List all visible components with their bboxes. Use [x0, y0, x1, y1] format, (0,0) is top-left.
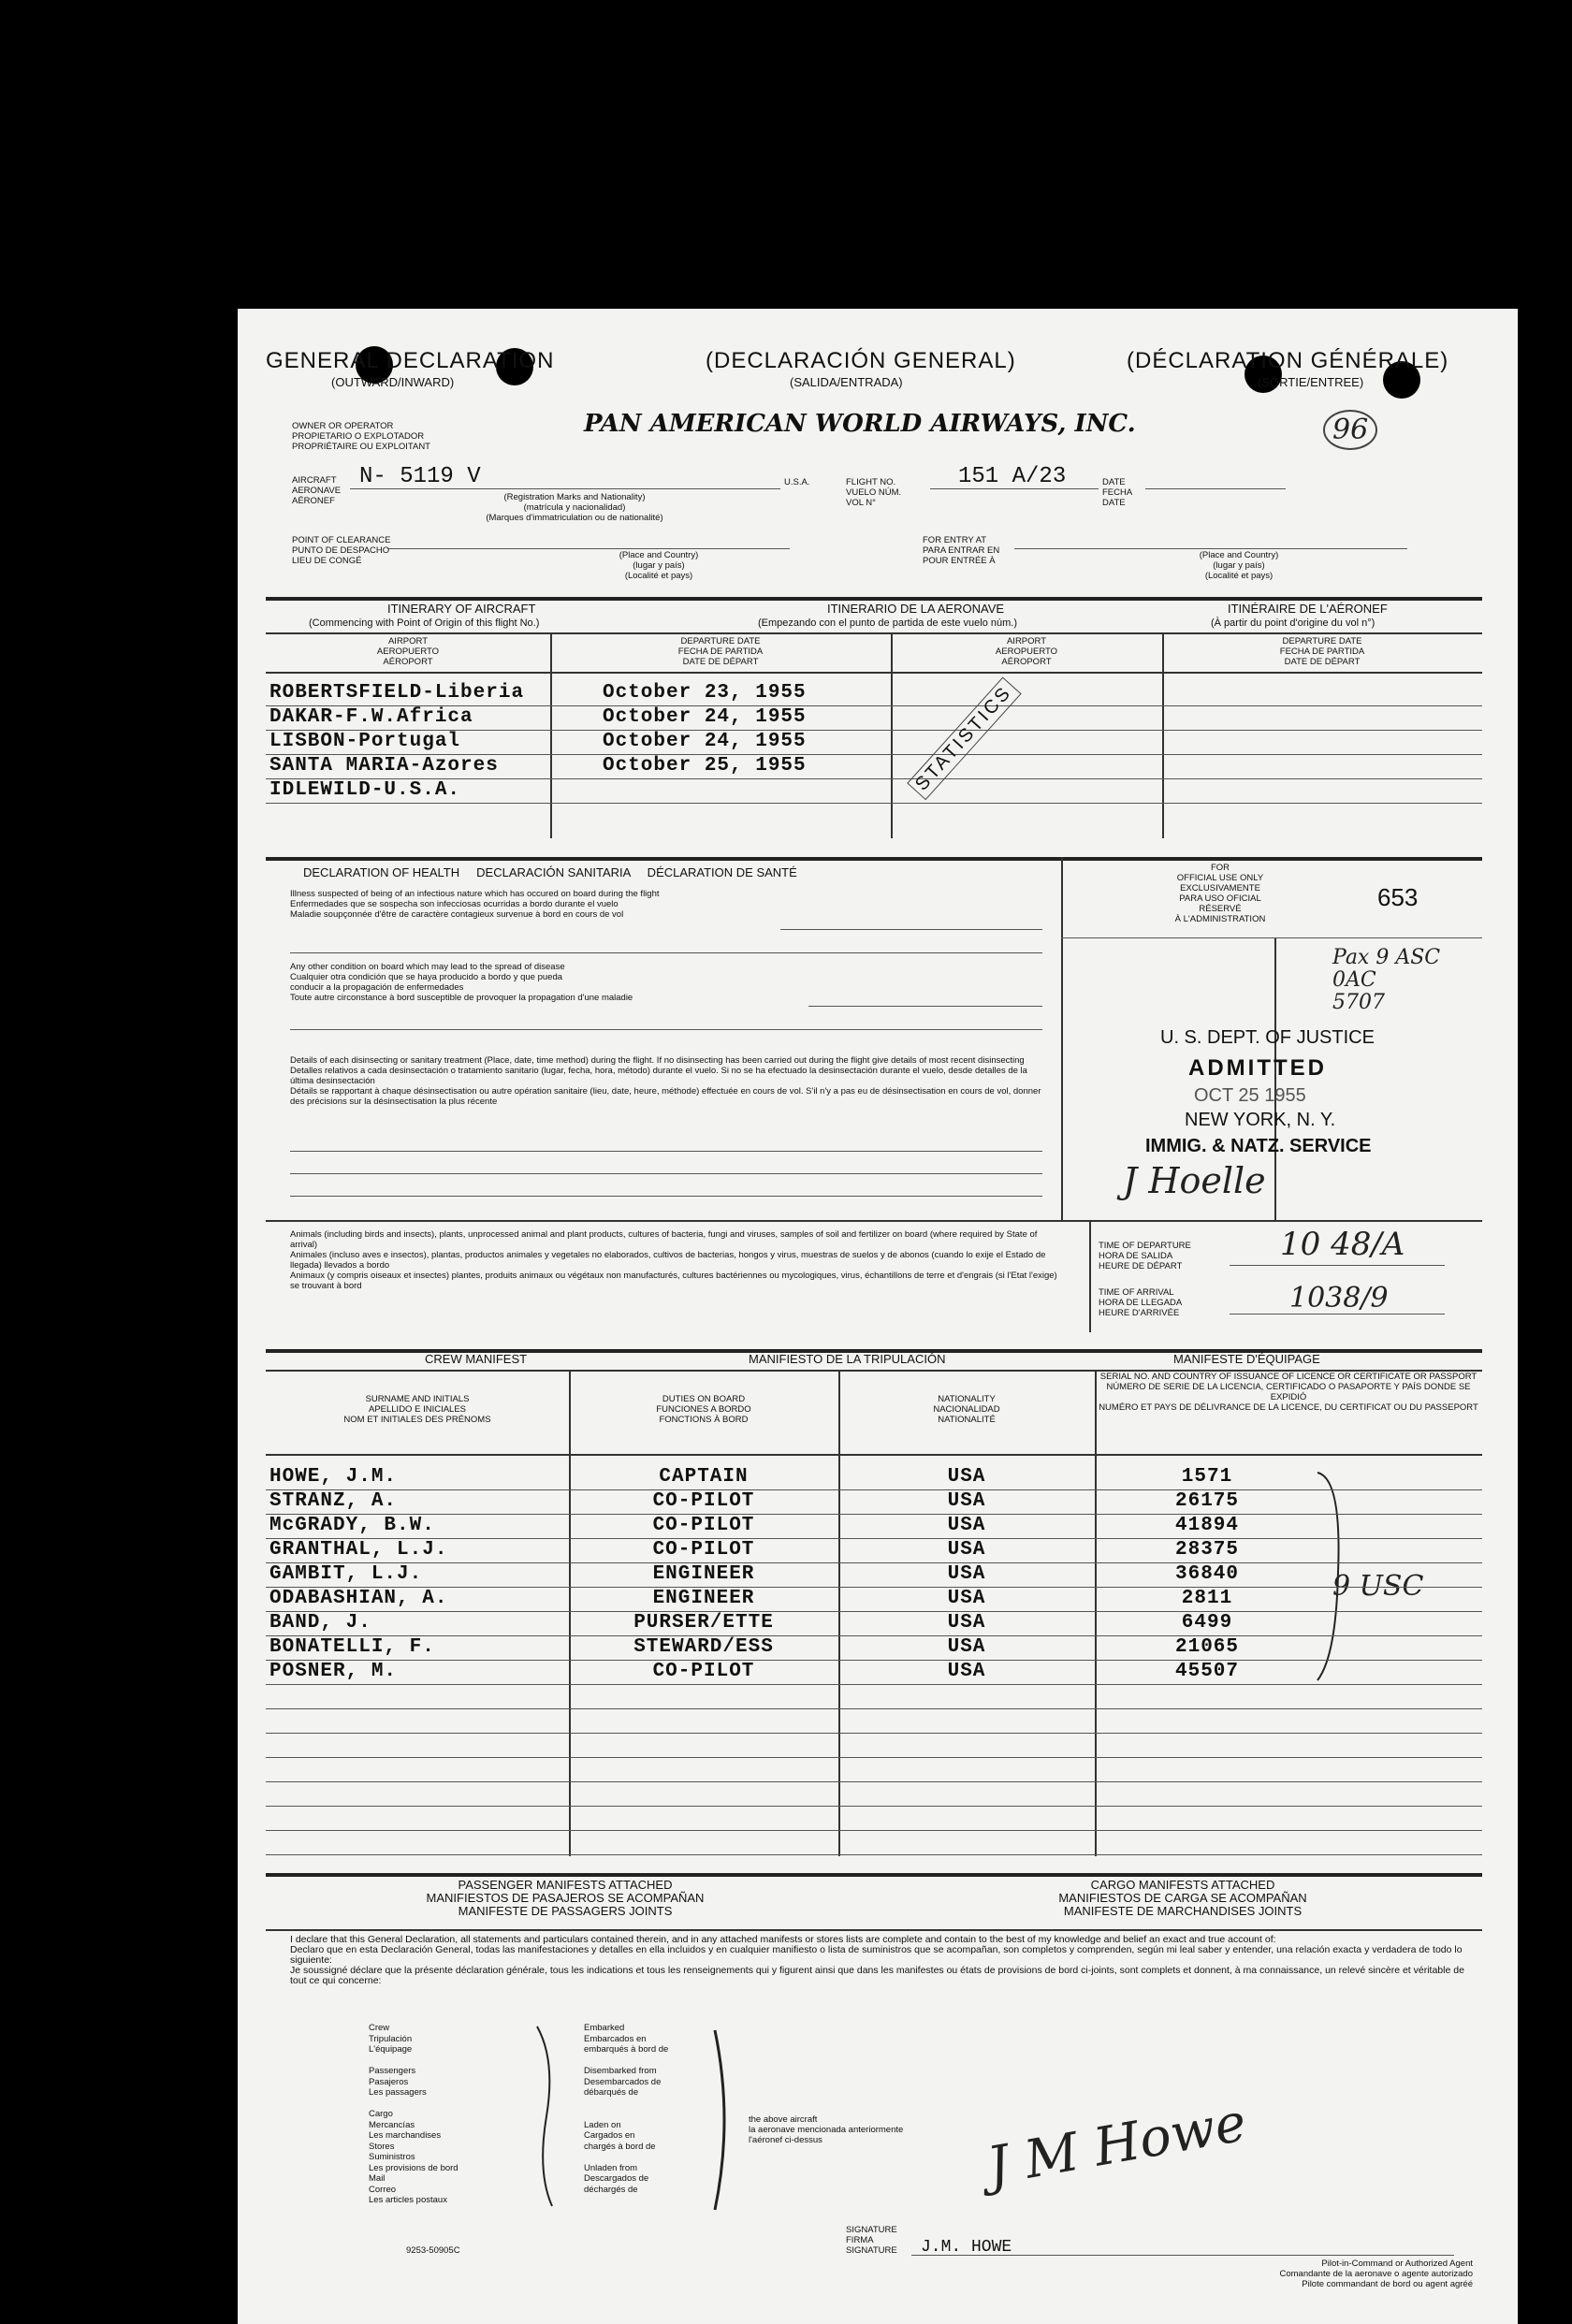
itinerary-date: October 24, 1955 — [603, 731, 807, 752]
declaration-text: I declare that this General Declaration, all statements and particulars contained therein, and in any attached manifests or stores lists are complete and contain to the best of my knowledge and belief an exact and true account of: Declaro que en esta Declaración General, todas las manifestaciones y detalles en ella incluidos y en cualquier manifiesto o lista de suministros que se acompañan, son completos y comprenden, según mi leal saber y entender, una relación exacta y verdadera de todo lo siguiente: Je soussigné déclare que la présente déclaration générale, tous les indications et tous les renseignements qui y figurent ainsi que dans les manifestes ou états de provisions de bord ci-joints, sont complets et donnent, à ma connaissance, un relevé sincère et véritable de tout ce qui concerne: — [290, 1934, 1464, 1986]
crew-col-name: SURNAME AND INITIALS APELLIDO E INICIALES NOM ET INITIALES DES PRÉNOMS — [343, 1394, 491, 1425]
signature-label: SIGNATURE FIRMA SIGNATURE — [846, 2225, 897, 2256]
crew-rule-line — [266, 1514, 1482, 1515]
handwritten-mark: 96 — [1323, 410, 1377, 450]
captain-signature: J M Howe — [982, 2092, 1251, 2198]
crew-rule-line — [266, 1733, 1482, 1734]
statistics-stamp: STATISTICS — [907, 677, 1021, 800]
inspector-signature: J Hoelle — [1123, 1160, 1266, 1201]
declaration-form — [238, 309, 1518, 2324]
arrival-time-label: TIME OF ARRIVAL HORA DE LLEGADA HEURE D'ARRIVÉE — [1099, 1287, 1183, 1318]
crew-name: ODABASHIAN, A. — [269, 1588, 448, 1609]
health-other: Any other condition on board which may lead to the spread of disease Cualquier otra condición que se haya producido a bordo y que pueda conducir a la propagación de enfermedades Toute autre circonstance à bord susceptible de provoquer la propagation d'une maladie — [290, 962, 633, 1003]
itinerary-date: October 24, 1955 — [603, 706, 807, 728]
official-number: 653 — [1377, 883, 1419, 911]
crew-licence: 1571 — [1181, 1466, 1233, 1488]
col-departure-1: DEPARTURE DATE FECHA DE PARTIDA DATE DE DÉPART — [677, 636, 764, 667]
itinerary-row — [269, 681, 524, 803]
crew-duty: ENGINEER — [652, 1563, 755, 1585]
crew-nationality: USA — [947, 1539, 986, 1561]
passenger-manifests: PASSENGER MANIFESTS ATTACHED MANIFIESTOS DE PASAJEROS SE ACOMPAÑAN MANIFESTE DE PASSAGERS JOINTS — [426, 1878, 705, 1918]
flight-value: 151 A/23 — [958, 464, 1067, 489]
itinerary-sub-fr: (À partir du point d'origine du vol n°) — [1211, 617, 1376, 629]
crew-hand-note: 9 USC — [1332, 1570, 1424, 1603]
itinerary-airport: SANTA MARIA-Azores — [269, 755, 499, 777]
crew-rule-line — [266, 1684, 1482, 1685]
registration-caption: (Registration Marks and Nationality) (matrícula y nacionalidad) (Marques d'immatriculation ou de nationalité) — [486, 492, 663, 523]
owner-value: PAN AMERICAN WORLD AIRWAYS, INC. — [584, 410, 1136, 438]
crew-names — [269, 1465, 447, 1684]
owner-label: OWNER OR OPERATOR PROPIETARIO O EXPLOTADOR PROPRIÉTAIRE OU EXPLOITANT — [292, 421, 430, 452]
crew-col-licence: SERIAL NO. AND COUNTRY OF ISSUANCE OF LICENCE OR CERTIFICATE OR PASSPORT NÚMERO DE SERIE DE LA LICENCIA, CERTIFICADO O PASAPORTE Y PAÍS DONDE SE EXPIDIÓ NUMÉRO ET PAYS DE DÉLIVRANCE DE LA LICENCE, DU CERTIFICAT OU DU PASSEPORT — [1099, 1372, 1478, 1413]
crew-rule-line — [266, 1854, 1482, 1855]
crew-licence: 28375 — [1174, 1539, 1239, 1561]
crew-name: BONATELLI, F. — [269, 1636, 435, 1658]
crew-title-es: MANIFIESTO DE LA TRIPULACIÓN — [749, 1352, 946, 1366]
declaration-bracket-right — [706, 2026, 743, 2214]
col-airport-2: AIRPORT AEROPUERTO AÉROPORT — [995, 636, 1058, 667]
declaration-right-col: the above aircraft la aeronave mencionada anteriormente l'aéronef ci-dessus — [749, 2114, 904, 2145]
crew-licence: 41894 — [1174, 1515, 1239, 1536]
arrival-time-value: 1038/9 — [1289, 1282, 1389, 1315]
declaration-left-col: Crew Tripulación L'équipage Passengers Pasajeros Les passagers Cargo Mercancías Les marchandises Stores Suministros Les provisions de bord Mail Correo Les articles postaux — [369, 2023, 458, 2205]
crew-rule-line — [266, 1660, 1482, 1661]
crew-duty: ENGINEER — [652, 1588, 755, 1609]
itinerary-airport: DAKAR-F.W.Africa — [269, 706, 473, 728]
crew-licence: 36840 — [1174, 1563, 1239, 1585]
itinerary-date: October 23, 1955 — [603, 682, 807, 704]
crew-rule-line — [266, 1757, 1482, 1758]
admitted-stamp-line: U. S. DEPT. OF JUSTICE — [1160, 1027, 1375, 1048]
col-airport-1: AIRPORT AEROPUERTO AÉROPORT — [376, 636, 440, 667]
crew-name: GRANTHAL, L.J. — [269, 1539, 448, 1561]
crew-nationality: USA — [947, 1636, 986, 1658]
crew-licence: 2811 — [1181, 1588, 1233, 1609]
official-hand-note: Pax 9 ASC 0AC 5707 — [1332, 946, 1441, 1014]
departure-time-value: 10 48/A — [1280, 1226, 1405, 1263]
crew-licence: 45507 — [1174, 1661, 1239, 1682]
entry-label: FOR ENTRY AT PARA ENTRAR EN POUR ENTRÉE À — [923, 535, 1000, 566]
clearance-label: POINT OF CLEARANCE PUNTO DE DESPACHO LIEU DE CONGÉ — [292, 535, 391, 566]
crew-duties — [569, 1465, 838, 1684]
departure-time-label: TIME OF DEPARTURE HORA DE SALIDA HEURE DE DÉPART — [1099, 1241, 1191, 1271]
crew-name: HOWE, J.M. — [269, 1466, 398, 1488]
crew-name: POSNER, M. — [269, 1661, 398, 1682]
date-label: DATE FECHA DATE — [1102, 477, 1133, 508]
crew-duty: CO-PILOT — [652, 1490, 755, 1512]
admitted-stamp-date: OCT 25 1955 — [1194, 1085, 1306, 1106]
clearance-place-caption: (Place and Country) (lugar y país) (Localité et pays) — [619, 550, 699, 581]
crew-rule-line — [266, 1830, 1482, 1831]
title-english-sub: (OUTWARD/INWARD) — [331, 375, 455, 389]
crew-name: McGRADY, B.W. — [269, 1515, 435, 1536]
aircraft-value: N- 5119 V — [359, 464, 481, 489]
crew-nationality: USA — [947, 1588, 986, 1609]
crew-duty: CO-PILOT — [652, 1515, 755, 1536]
aircraft-label: AIRCRAFT AERONAVE AÉRONEF — [292, 475, 342, 506]
crew-nationalities — [838, 1465, 1095, 1684]
crew-duty: CO-PILOT — [652, 1539, 755, 1561]
crew-duty: STEWARD/ESS — [633, 1636, 774, 1658]
crew-licence: 21065 — [1174, 1636, 1239, 1658]
crew-name: GAMBIT, L.J. — [269, 1563, 423, 1585]
crew-licence: 6499 — [1181, 1612, 1233, 1634]
crew-rule-line — [266, 1781, 1482, 1782]
itinerary-title-es: ITINERARIO DE LA AERONAVE — [827, 602, 1005, 616]
title-spanish: (DECLARACIÓN GENERAL) — [706, 348, 1016, 373]
itinerary-title-en: ITINERARY OF AIRCRAFT — [387, 602, 536, 616]
itinerary-date: October 25, 1955 — [603, 755, 807, 777]
crew-rule-line — [266, 1489, 1482, 1490]
crew-title-en: CREW MANIFEST — [425, 1352, 528, 1366]
health-title: DECLARATION OF HEALTH DECLARACIÓN SANITARIA DÉCLARATION DE SANTÉ — [303, 865, 797, 879]
declaration-mid-col: Embarked Embarcados en embarqués à bord de Disembarked from Desembarcados de débarqués de Laden on Cargados en chargés à bord de Unladen from Descargados de déchargés de — [584, 2023, 669, 2195]
crew-nationality: USA — [947, 1490, 986, 1512]
crew-rule-line — [266, 1635, 1482, 1636]
itinerary-airport: ROBERTSFIELD-Liberia — [269, 682, 525, 704]
itinerary-airport: IDLEWILD-U.S.A. — [269, 779, 461, 801]
crew-nationality: USA — [947, 1661, 986, 1682]
crew-bracket — [1314, 1469, 1351, 1684]
entry-place-caption: (Place and Country) (lugar y país) (Localité et pays) — [1199, 550, 1279, 581]
pilot-in-command-label: Pilot-in-Command or Authorized Agent Comandante de la aeronave o agente autorizado Pilote commandant de bord ou agent agréé — [1279, 2259, 1473, 2289]
health-disinsecting: Details of each disinsecting or sanitary treatment (Place, date, time method) during the flight. If no disinsecting has been carried out during the flight give details of most recent disinsecting Detalles relativos a cada desinsectación o tratamiento sanitario (lugar, fecha, hora, método) durante el vuelo. Si no se ha efectuado la desinsectación durante el vuelo, desde detalles de la última desinsectación Détails se rapportant à chaque désinsectisation ou autre opération sanitaire (lieu, date, heure, méthode) effectuée en cours de vol. S'il n'y a pas eu de désinsectisation en cours de vol, donner des précisions sur la désinsectisation la plus récente — [290, 1055, 1041, 1107]
crew-licences — [1095, 1465, 1319, 1684]
crew-duty: PURSER/ETTE — [633, 1612, 774, 1634]
crew-duty: CAPTAIN — [659, 1466, 749, 1488]
crew-nationality: USA — [947, 1515, 986, 1536]
crew-licence: 26175 — [1174, 1490, 1239, 1512]
crew-rule-line — [266, 1806, 1482, 1807]
crew-rule-line — [266, 1587, 1482, 1588]
signature-name: J.M. HOWE — [921, 2238, 1012, 2257]
crew-col-nationality: NATIONALITY NACIONALIDAD NATIONALITÉ — [933, 1394, 1000, 1425]
title-english: GENERAL DECLARATION — [266, 348, 555, 373]
crew-rule-line — [266, 1562, 1482, 1563]
crew-rule-line — [266, 1708, 1482, 1709]
title-spanish-sub: (SALIDA/ENTRADA) — [790, 375, 903, 389]
crew-nationality: USA — [947, 1612, 986, 1634]
itinerary-airport: LISBON-Portugal — [269, 731, 461, 752]
admitted-stamp-service: IMMIG. & NATZ. SERVICE — [1145, 1136, 1372, 1156]
crew-title-fr: MANIFESTE D'ÉQUIPAGE — [1173, 1352, 1320, 1366]
title-french: (DÉCLARATION GÉNÉRALE) — [1127, 348, 1449, 373]
cargo-manifests: CARGO MANIFESTS ATTACHED MANIFIESTOS DE CARGA SE ACOMPAÑAN MANIFESTE DE MARCHANDISES JOINTS — [1058, 1878, 1307, 1918]
crew-duty: CO-PILOT — [652, 1661, 755, 1682]
health-illness: Illness suspected of being of an infectious nature which has occured on board during the flight Enfermedades que se sospecha son infecciosas ocurridas a bordo durante el vuelo Maladie soupçonnée d'être de caractère contagieux survenue à bord en cours de vol — [290, 889, 660, 920]
crew-name: STRANZ, A. — [269, 1490, 398, 1512]
health-animals: Animals (including birds and insects), plants, unprocessed animal and plant products, cultures of bacteria, fungi and viruses, samples of soil and fertilizer on board (where required by State of arrival) Animales (incluso aves e insectos), plantas, productos animales y vegetales no elaborados, cultivos de bacterias, hongos y virus, muestras de suelos y de abonos (cuando lo exije el Estado de llegada) llevados a bordo Animaux (y compris oiseaux et insectes) plantes, produits animaux ou végétaux non manufacturés, cultures bactériennes ou mycologiques, virus, échantillons de terre et d'engrais (si l'Etat l'exige) se trouvant à bord — [290, 1229, 1057, 1291]
admitted-stamp-word: ADMITTED — [1188, 1055, 1327, 1081]
crew-rule-line — [266, 1538, 1482, 1539]
itinerary-sub-en: (Commencing with Point of Origin of this flight No.) — [309, 617, 540, 629]
title-french-sub: (SORTIE/ENTREE) — [1258, 375, 1364, 389]
crew-name: BAND, J. — [269, 1612, 371, 1634]
itinerary-sub-es: (Empezando con el punto de partida de este vuelo núm.) — [758, 617, 1018, 629]
itinerary-title-fr: ITINÉRAIRE DE L'AÉRONEF — [1228, 602, 1388, 616]
crew-nationality: USA — [947, 1563, 986, 1585]
official-use-label: FOR OFFICIAL USE ONLY EXCLUSIVAMENTE PARA USO OFICIAL RÉSERVÉ À L'ADMINISTRATION — [1174, 863, 1266, 924]
flight-label: FLIGHT NO. VUELO NÚM. VOL N° — [846, 477, 902, 508]
usa-label: U.S.A. — [784, 477, 810, 487]
form-number: 9253-50905C — [406, 2245, 460, 2256]
declaration-bracket-left — [518, 2023, 575, 2210]
admitted-stamp-city: NEW YORK, N. Y. — [1185, 1110, 1336, 1130]
col-departure-2: DEPARTURE DATE FECHA DE PARTIDA DATE DE DÉPART — [1279, 636, 1365, 667]
crew-nationality: USA — [947, 1466, 986, 1488]
crew-rule-line — [266, 1611, 1482, 1612]
crew-col-duty: DUTIES ON BOARD FUNCIONES A BORDO FONCTIONS À BORD — [656, 1394, 751, 1425]
